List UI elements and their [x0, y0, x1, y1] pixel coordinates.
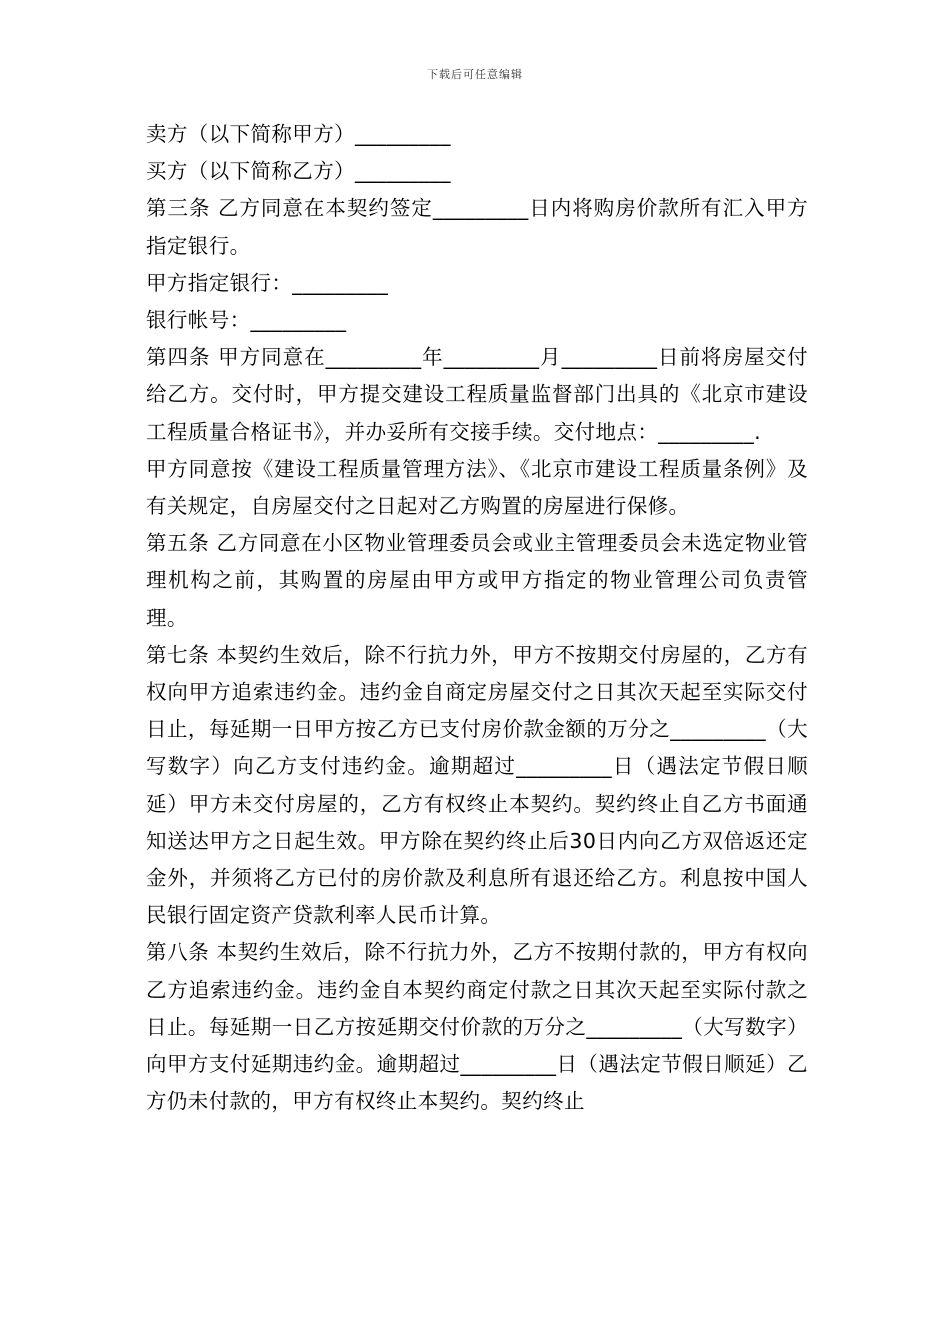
document-body — [146, 116, 808, 1120]
article-4-paragraph: 第四条 甲方同意在_________年_________月_________日前将房屋交付给乙方。交付时，甲方提交建设工程质量监督部门出具的《北京市建设工程质量合格证书》，并办妥所有交接手续。交付地点：_________. — [146, 345, 808, 444]
article-8-paragraph: 第八条 本契约生效后，除不行抗力外，乙方不按期付款的，甲方有权向乙方追索违约金。违约金自本契约商定付款之日其次天起至实际付款之日止。每延期一日乙方按延期交付价款的万分之_________（大写数字）向甲方支付延期违约金。逾期超过_________日（遇法定节假日顺延）乙方仍未付款的，甲方有权终止本契约。契约终止 — [146, 940, 808, 1114]
seller-line: 卖方（以下简称甲方）_________ — [146, 122, 451, 146]
header-note: 下载后可任意编辑 — [427, 68, 523, 81]
article-3-paragraph: 第三条 乙方同意在本契约签定_________日内将购房价款所有汇入甲方指定银行。 — [146, 196, 808, 258]
designated-bank-line: 甲方指定银行：_________ — [146, 270, 389, 295]
article-5-paragraph: 第五条 乙方同意在小区物业管理委员会或业主管理委员会未选定物业管理机构之前，其购置的房屋由甲方或甲方指定的物业管理公司负责管理。 — [146, 531, 808, 630]
bank-account-line: 银行帐号：_________ — [146, 308, 347, 333]
buyer-line: 买方（以下简称乙方）_________ — [146, 159, 451, 184]
article-7-paragraph: 第七条 本契约生效后，除不行抗力外，甲方不按期交付房屋的，乙方有权向甲方追索违约金。违约金自商定房屋交付之日其次天起至实际交付日止，每延期一日甲方按乙方已支付房价款金额的万分之_________（大写数字）向乙方支付违约金。逾期超过_________日（遇法定节假日顺延）甲方未交付房屋的，乙方有权终止本契约。契约终止自乙方书面通知送达甲方之日起生效。甲方除在契约终止后30日内向乙方双倍返还定金外，并须将乙方已付的房价款及利息所有退还给乙方。利息按中国人民银行固定资产贷款利率人民币计算。 — [146, 642, 808, 928]
warranty-paragraph: 甲方同意按《建设工程质量管理方法》、《北京市建设工程质量条例》及有关规定，自房屋交付之日起对乙方购置的房屋进行保修。 — [146, 456, 808, 519]
